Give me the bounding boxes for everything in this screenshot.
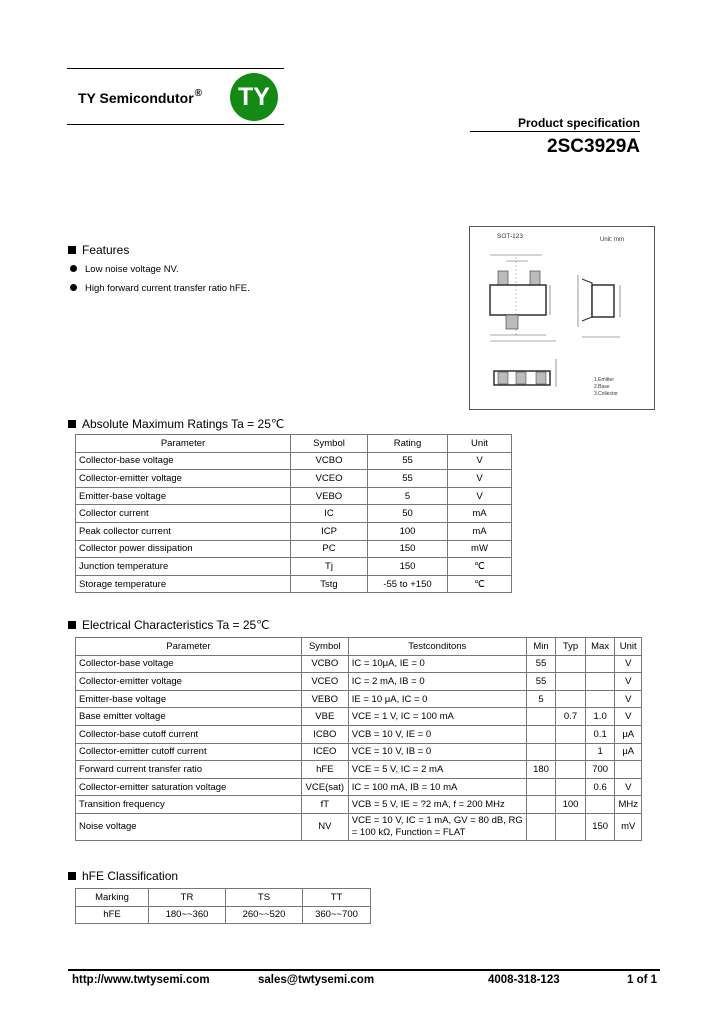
table-cell: Emitter-base voltage bbox=[76, 690, 302, 708]
table-row bbox=[76, 906, 371, 924]
table-cell: VCEO bbox=[291, 470, 368, 488]
table-cell: V bbox=[615, 655, 642, 673]
column-header: Unit bbox=[448, 435, 512, 453]
table-cell: V bbox=[448, 487, 512, 505]
section-square-icon bbox=[68, 246, 76, 254]
abs-max-title-text: Absolute Maximum Ratings Ta = 25℃ bbox=[82, 417, 285, 431]
table-cell: V bbox=[615, 673, 642, 691]
lead-side bbox=[582, 279, 592, 321]
table-cell: V bbox=[448, 452, 512, 470]
table-cell: Collector-base voltage bbox=[76, 452, 291, 470]
table-cell: 1.0 bbox=[585, 708, 615, 726]
company-label: TY Semicondutor bbox=[78, 90, 194, 106]
table-cell: NV bbox=[301, 813, 348, 840]
header-rule-bottom bbox=[67, 124, 284, 125]
table-cell: IC = 100 mA, IB = 10 mA bbox=[348, 778, 526, 796]
table-cell bbox=[556, 673, 586, 691]
column-header: Parameter bbox=[76, 435, 291, 453]
table-cell: Collector current bbox=[76, 505, 291, 523]
footer-phone: 4008-318-123 bbox=[488, 974, 560, 986]
package-body-side bbox=[592, 285, 614, 317]
table-row bbox=[76, 778, 642, 796]
company-logo: TY bbox=[230, 73, 278, 121]
elec-table-body bbox=[76, 655, 642, 813]
table-cell: ℃ bbox=[448, 575, 512, 593]
lead-top-right bbox=[530, 271, 540, 285]
table-cell: VCBO bbox=[301, 655, 348, 673]
pin-label: 1.Emitter bbox=[594, 377, 615, 383]
column-header: Rating bbox=[368, 435, 448, 453]
hfe-title bbox=[68, 869, 178, 883]
table-row bbox=[76, 725, 642, 743]
column-header: Marking bbox=[76, 889, 149, 907]
table-cell: mA bbox=[448, 522, 512, 540]
table-cell: Emitter-base voltage bbox=[76, 487, 291, 505]
footer-page-number: 1 of 1 bbox=[627, 974, 658, 986]
table-cell bbox=[526, 813, 556, 840]
table-row bbox=[76, 813, 642, 840]
table-cell bbox=[556, 813, 586, 840]
table-cell: ICEO bbox=[301, 743, 348, 761]
hfe-title-text: hFE Classification bbox=[82, 869, 179, 883]
table-cell bbox=[526, 708, 556, 726]
table-cell: ICBO bbox=[301, 725, 348, 743]
table-cell: mA bbox=[448, 505, 512, 523]
lead-top-left bbox=[498, 271, 508, 285]
table-row bbox=[76, 761, 642, 779]
table-cell: ICP bbox=[291, 522, 368, 540]
table-cell: IC = 10μA, IE = 0 bbox=[348, 655, 526, 673]
table-row bbox=[76, 796, 642, 814]
table-cell: 5 bbox=[368, 487, 448, 505]
column-header: Symbol bbox=[291, 435, 368, 453]
table-cell: Junction temperature bbox=[76, 558, 291, 576]
table-cell bbox=[526, 778, 556, 796]
column-header: Min bbox=[526, 638, 556, 656]
doc-type: Product specification bbox=[517, 116, 640, 130]
unit-label: Unit: mm bbox=[600, 237, 624, 243]
table-row bbox=[76, 558, 512, 576]
table-cell: VCB = 5 V, IE = ?2 mA, f = 200 MHz bbox=[348, 796, 526, 814]
elec-title bbox=[68, 618, 270, 632]
table-cell: 0.7 bbox=[556, 708, 586, 726]
bullet-icon bbox=[70, 265, 77, 272]
table-cell: Collector-emitter saturation voltage bbox=[76, 778, 302, 796]
table-cell: 55 bbox=[526, 655, 556, 673]
table-cell: 5 bbox=[526, 690, 556, 708]
feature-text: High forward current transfer ratio hFE. bbox=[85, 283, 250, 294]
table-cell: Collector-base cutoff current bbox=[76, 725, 302, 743]
lead-bottom bbox=[506, 315, 518, 329]
table-cell: V bbox=[615, 778, 642, 796]
table-cell: IE = 10 μA, IC = 0 bbox=[348, 690, 526, 708]
section-square-icon bbox=[68, 621, 76, 629]
table-cell bbox=[585, 673, 615, 691]
table-cell: Collector-base voltage bbox=[76, 655, 302, 673]
table-row bbox=[76, 690, 642, 708]
table-cell: fT bbox=[301, 796, 348, 814]
table-cell bbox=[585, 796, 615, 814]
lead-front-left bbox=[498, 372, 508, 384]
column-header: Max bbox=[585, 638, 615, 656]
table-cell bbox=[556, 725, 586, 743]
table-cell: VCBO bbox=[291, 452, 368, 470]
pin-label: 2.Base bbox=[594, 384, 610, 390]
table-cell: 55 bbox=[368, 470, 448, 488]
table-row bbox=[76, 655, 642, 673]
column-header: Testconditons bbox=[348, 638, 526, 656]
abs-max-table bbox=[75, 434, 512, 593]
table-cell: 360~~700 bbox=[303, 906, 371, 924]
table-cell: Tj bbox=[291, 558, 368, 576]
table-cell bbox=[585, 655, 615, 673]
condition-line: VCE = 10 V, IC = 1 mA, GV = 80 dB, RG bbox=[351, 814, 523, 826]
table-cell: 0.1 bbox=[585, 725, 615, 743]
table-cell: hFE bbox=[76, 906, 149, 924]
table-cell: 150 bbox=[585, 813, 615, 840]
table-cell: PC bbox=[291, 540, 368, 558]
table-row bbox=[76, 452, 512, 470]
table-cell: VEBO bbox=[301, 690, 348, 708]
table-row bbox=[76, 540, 512, 558]
table-cell: VCE = 10 V, IB = 0 bbox=[348, 743, 526, 761]
table-cell bbox=[556, 761, 586, 779]
table-cell: VBE bbox=[301, 708, 348, 726]
table-cell: Collector power dissipation bbox=[76, 540, 291, 558]
column-header: TS bbox=[226, 889, 303, 907]
table-cell: IC bbox=[291, 505, 368, 523]
column-header: Parameter bbox=[76, 638, 302, 656]
table-row bbox=[76, 470, 512, 488]
features-title bbox=[68, 243, 129, 257]
table-cell: Peak collector current bbox=[76, 522, 291, 540]
table-cell: Transition frequency bbox=[76, 796, 302, 814]
table-cell: Base emitter voltage bbox=[76, 708, 302, 726]
table-row bbox=[76, 505, 512, 523]
table-cell: VEBO bbox=[291, 487, 368, 505]
column-header: TT bbox=[303, 889, 371, 907]
table-cell: 1 bbox=[585, 743, 615, 761]
table-cell: 50 bbox=[368, 505, 448, 523]
package-body-top bbox=[490, 285, 546, 315]
table-cell bbox=[526, 725, 556, 743]
table-cell: hFE bbox=[301, 761, 348, 779]
table-cell bbox=[615, 761, 642, 779]
header-rule-top bbox=[67, 68, 284, 69]
condition-line: = 100 kΩ, Function = FLAT bbox=[351, 826, 466, 838]
abs-max-title bbox=[68, 417, 284, 431]
feature-item bbox=[70, 264, 179, 275]
table-row bbox=[76, 743, 642, 761]
registered-mark: ® bbox=[194, 88, 203, 99]
table-header-row bbox=[76, 638, 642, 656]
table-cell: mW bbox=[448, 540, 512, 558]
table-cell: Collector-emitter cutoff current bbox=[76, 743, 302, 761]
table-cell: VCE = 1 V, IC = 100 mA bbox=[348, 708, 526, 726]
feature-item bbox=[70, 283, 250, 294]
table-cell: IC = 2 mA, IB = 0 bbox=[348, 673, 526, 691]
table-cell: 700 bbox=[585, 761, 615, 779]
table-cell: 0.6 bbox=[585, 778, 615, 796]
abs-max-table-body bbox=[76, 452, 512, 593]
table-cell: 260~~520 bbox=[226, 906, 303, 924]
table-cell: 55 bbox=[526, 673, 556, 691]
table-cell: mV bbox=[615, 813, 642, 840]
part-number: 2SC3929A bbox=[547, 136, 640, 157]
table-cell: 100 bbox=[368, 522, 448, 540]
table-cell: 100 bbox=[556, 796, 586, 814]
bullet-icon bbox=[70, 284, 77, 291]
elec-table bbox=[75, 637, 642, 841]
elec-title-text: Electrical Characteristics Ta = 25℃ bbox=[82, 618, 270, 632]
table-cell: Forward current transfer ratio bbox=[76, 761, 302, 779]
table-cell: μA bbox=[615, 743, 642, 761]
section-square-icon bbox=[68, 420, 76, 428]
column-header: Unit bbox=[615, 638, 642, 656]
table-cell: 55 bbox=[368, 452, 448, 470]
table-header-row bbox=[76, 889, 371, 907]
table-row bbox=[76, 575, 512, 593]
table-cell: V bbox=[615, 690, 642, 708]
table-cell bbox=[585, 690, 615, 708]
table-cell: Storage temperature bbox=[76, 575, 291, 593]
lead-front-mid bbox=[516, 372, 526, 384]
company-name bbox=[78, 88, 202, 106]
feature-text: Low noise voltage NV. bbox=[85, 264, 179, 275]
table-cell: ℃ bbox=[448, 558, 512, 576]
column-header: Typ bbox=[556, 638, 586, 656]
lead-front-right bbox=[536, 372, 546, 384]
section-square-icon bbox=[68, 872, 76, 880]
table-cell: V bbox=[448, 470, 512, 488]
table-cell: 150 bbox=[368, 558, 448, 576]
table-cell: MHz bbox=[615, 796, 642, 814]
table-cell: 180 bbox=[526, 761, 556, 779]
table-cell bbox=[556, 690, 586, 708]
table-header-row bbox=[76, 435, 512, 453]
table-row bbox=[76, 487, 512, 505]
table-cell: Noise voltage bbox=[76, 813, 302, 840]
table-cell: V bbox=[615, 708, 642, 726]
table-cell: Tstg bbox=[291, 575, 368, 593]
column-header: TR bbox=[149, 889, 226, 907]
table-cell bbox=[556, 743, 586, 761]
table-cell: 150 bbox=[368, 540, 448, 558]
table-row bbox=[76, 708, 642, 726]
doc-type-rule bbox=[470, 131, 640, 132]
footer-website[interactable]: http://www.twtysemi.com bbox=[72, 974, 210, 986]
table-cell: VCEO bbox=[301, 673, 348, 691]
table-cell bbox=[526, 743, 556, 761]
table-cell bbox=[556, 778, 586, 796]
footer-email[interactable]: sales@twtysemi.com bbox=[258, 974, 375, 986]
table-cell: μA bbox=[615, 725, 642, 743]
table-row bbox=[76, 522, 512, 540]
table-cell: VCE = 5 V, IC = 2 mA bbox=[348, 761, 526, 779]
table-cell: VCE(sat) bbox=[301, 778, 348, 796]
table-row bbox=[76, 673, 642, 691]
pin-label: 3.Collector bbox=[594, 391, 618, 397]
table-cell bbox=[556, 655, 586, 673]
footer-rule bbox=[68, 969, 660, 971]
table-cell: Collector-emitter voltage bbox=[76, 673, 302, 691]
table-cell: Collector-emitter voltage bbox=[76, 470, 291, 488]
package-diagram bbox=[469, 226, 655, 410]
table-cell: 180~~360 bbox=[149, 906, 226, 924]
table-cell bbox=[348, 813, 526, 840]
table-cell: VCB = 10 V, IE = 0 bbox=[348, 725, 526, 743]
table-cell bbox=[526, 796, 556, 814]
package-name: SOT-123 bbox=[497, 233, 524, 240]
hfe-table bbox=[75, 888, 371, 924]
table-cell: -55 to +150 bbox=[368, 575, 448, 593]
column-header: Symbol bbox=[301, 638, 348, 656]
features-title-text: Features bbox=[82, 243, 130, 257]
package-outline-drawing bbox=[470, 227, 654, 409]
